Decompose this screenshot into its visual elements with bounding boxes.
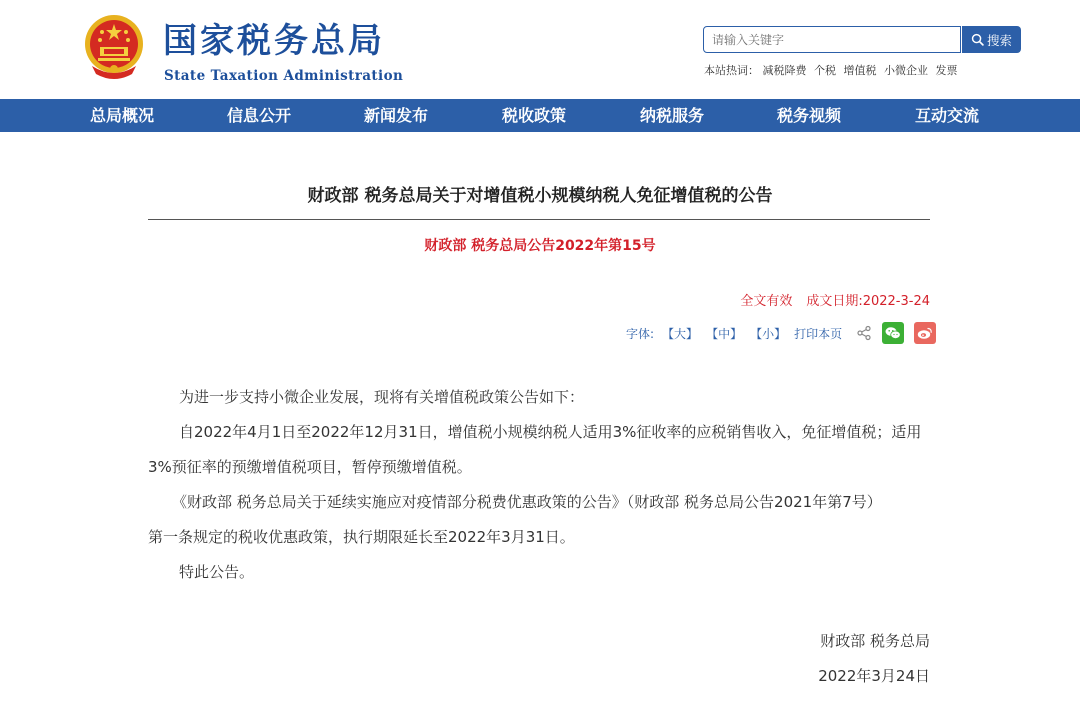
national-emblem-icon[interactable] xyxy=(82,14,146,82)
paragraph-2-line-1: 《财政部 税务总局关于延续实施应对疫情部分税费优惠政策的公告》（财政部 税务总局公告2021年第7号） xyxy=(172,493,882,511)
paragraph-intro: 为进一步支持小微企业发展，现将有关增值税政策公告如下： xyxy=(179,388,585,406)
title-divider xyxy=(148,219,930,220)
font-small-button[interactable]: 【小】 xyxy=(750,326,787,341)
paragraph-1-line-1: 自2022年4月1日至2022年12月31日，增值税小规模纳税人适用3%征收率的应税销售收入，免征增值税；适用 xyxy=(179,423,922,441)
font-medium-button[interactable]: 【中】 xyxy=(706,326,743,341)
paragraph-closing: 特此公告。 xyxy=(179,563,255,581)
search-button-label: 搜索 xyxy=(986,32,1012,48)
hot-keywords-label: 本站热词： xyxy=(704,64,759,77)
print-button[interactable]: 打印本页 xyxy=(794,326,843,341)
main-nav xyxy=(0,99,1080,132)
font-large-button[interactable]: 【大】 xyxy=(662,326,699,341)
share-icon[interactable] xyxy=(856,325,872,341)
nav-item-service[interactable]: 纳税服务 xyxy=(640,106,705,125)
article-title: 财政部 税务总局关于对增值税小规模纳税人免征增值税的公告 xyxy=(307,186,773,206)
wechat-icon xyxy=(885,326,901,340)
site-title-en: State Taxation Administration xyxy=(164,68,404,84)
document-number: 财政部 税务总局公告2022年第15号 xyxy=(424,238,656,254)
hot-keyword-link[interactable]: 小微企业 xyxy=(884,64,928,77)
site-title-cn[interactable]: 国家税务总局 xyxy=(163,21,385,61)
signature-date: 2022年3月24日 xyxy=(818,667,930,685)
hot-keyword-link[interactable]: 增值税 xyxy=(843,64,877,77)
article-tools xyxy=(626,320,936,346)
nav-item-info[interactable]: 信息公开 xyxy=(227,106,292,125)
hot-keyword-link[interactable]: 个税 xyxy=(814,64,836,77)
signature: 财政部 税务总局 xyxy=(820,632,930,650)
hot-keyword-link[interactable]: 发票 xyxy=(935,64,958,77)
issue-date: 成文日期:2022-3-24 xyxy=(806,294,930,309)
wechat-share-button[interactable] xyxy=(882,322,904,344)
paragraph-2-line-2: 第一条规定的税收优惠政策，执行期限延长至2022年3月31日。 xyxy=(148,528,575,546)
nav-item-news[interactable]: 新闻发布 xyxy=(364,106,429,125)
weibo-icon xyxy=(917,326,933,340)
nav-item-overview[interactable]: 总局概况 xyxy=(90,106,155,125)
site-header xyxy=(0,0,1080,100)
weibo-share-button[interactable] xyxy=(914,322,936,344)
article-meta xyxy=(740,290,930,309)
hot-keyword-link[interactable]: 减税降费 xyxy=(762,64,807,77)
search-icon xyxy=(971,33,984,46)
search-input[interactable] xyxy=(703,26,961,53)
nav-item-policy[interactable]: 税收政策 xyxy=(502,106,567,125)
font-size-label: 字体: xyxy=(626,326,655,341)
search-button[interactable] xyxy=(962,26,1021,53)
nav-item-video[interactable]: 税务视频 xyxy=(777,106,842,125)
validity-status: 全文有效 xyxy=(740,294,793,309)
hot-keywords xyxy=(704,62,962,78)
paragraph-1-line-2: 3%预征率的预缴增值税项目，暂停预缴增值税。 xyxy=(148,458,472,476)
nav-item-interaction[interactable]: 互动交流 xyxy=(915,106,980,125)
